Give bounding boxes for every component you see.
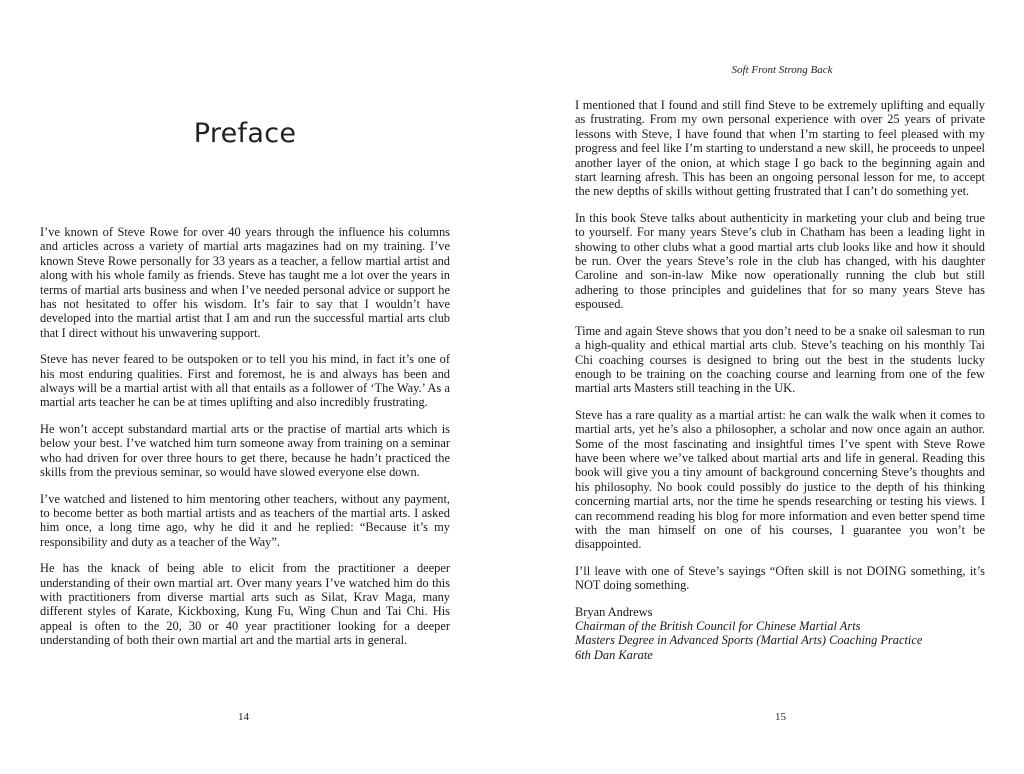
page-number: 15 — [775, 711, 786, 723]
paragraph: He won’t accept substandard martial arts or the practise of martial arts which is below your best. I’ve watched him turn someone away from training on a seminar who had driven for over three hours to get there, because he hadn’t practiced the skills from the previous seminar, so would have slowed everyone else down. — [40, 421, 450, 480]
signature-block — [575, 605, 985, 663]
paragraph: Steve has never feared to be outspoken or to tell you his mind, in fact it’s one of his most enduring qualities. First and foremost, he is and always has been and always will be a martial artist with all that entails as a follower of ‘The Way.’ As a martial arts teacher he can be at times uplifting and also incredibly frustrating. — [40, 352, 450, 410]
paragraph: He has the knack of being able to elicit from the practitioner a deeper understanding of their own martial art. Over many years I’ve watched him do this with practitioners from diverse martial arts such as Silat, Krav Maga, many different styles of Karate, Kickboxing, Kung Fu, Wing Chun and Tai Chi. His appeal is often to the 20, 30 or 40 year practitioner looking for a deeper understanding of both their own martial art and the martial arts in general. — [40, 561, 450, 648]
signature-title: Masters Degree in Advanced Sports (Martial Arts) Coaching Practice — [575, 633, 923, 648]
paragraph: I’ve watched and listened to him mentoring other teachers, without any payment, to become better as both martial artists and as teachers of the martial arts. I asked him once, a long time ago, why he did it and he replied: “Because it’s my responsibility and duty as a teacher of the Way”. — [40, 491, 450, 549]
page-number: 14 — [238, 711, 249, 723]
paragraph: I’ve known of Steve Rowe for over 40 years through the influence his columns and articles across a variety of martial arts magazines had on my training. I’ve known Steve Rowe personally for 33 years as a teacher, a fellow martial artist and along with his whole family as friends. Steve has taught me a lot over the years in terms of martial arts business and when I’ve needed personal advice or support he has not hesitated to offer his wisdom. It’s fair to say that I wouldn’t have developed into the martial artist that I am and run the successful martial arts club that I direct without his unwavering support. — [40, 225, 450, 340]
page-title: Preface — [193, 118, 297, 150]
paragraph: In this book Steve talks about authenticity in marketing your club and being true to yourself. For many years Steve’s club in Chatham has been a leading light in showing to other clubs what a good martial arts club looks like and how it should be run. Over the years Steve’s role in the club has changed, with his daughter Caroline and son-in-law Mike now operationally running the club but still adhering to those principles and guidelines that for so many years Steve has espoused. — [575, 210, 985, 312]
paragraph: Time and again Steve shows that you don’t need to be a snake oil salesman to run a high-quality and ethical martial arts club. Steve’s teaching on his monthly Tai Chi coaching courses is designed to bring out the best in the students lucky enough to be training on the coaching course and learning from one of the few martial arts Masters still teaching in the UK. — [575, 323, 985, 396]
right-page — [512, 0, 1024, 774]
paragraph: I’ll leave with one of Steve’s sayings “Often skill is not DOING something, it’s NOT doing something. — [575, 563, 985, 593]
running-header: Soft Front Strong Back — [731, 64, 833, 76]
signature-title: Chairman of the British Council for Chinese Martial Arts — [575, 619, 861, 633]
right-body-text — [575, 98, 985, 662]
paragraph: Steve has a rare quality as a martial artist: he can walk the walk when it comes to martial arts, yet he’s also a philosopher, a scholar and now once again an author. Some of the most fascinating and insightful times I’ve spent with Steve Rowe have been where we’ve talked about martial arts and life in general. Reading this book will give you a tiny amount of background concerning Steve’s thoughts and his philosophy. No book could possibly do justice to the depth of his thinking concerning martial arts, nor the time he spends researching or testing his views. I can recommend reading his blog for more information and even better spend time with the man himself on one of his courses, I guarantee you won’t be disappointed. — [575, 407, 985, 552]
signature-name: Bryan Andrews — [575, 604, 653, 619]
paragraph: I mentioned that I found and still find Steve to be extremely uplifting and equally as frustrating. From my own personal experience with over 25 years of private lessons with Steve, I have found that when I’m starting to feel pleased with my progress and feel like I’m starting to understand a new skill, he proceeds to unpeel another layer of the onion, at which stage I go back to the beginning again and start learning afresh. This has been an ongoing personal lesson for me, to accept the new depths of skills without getting frustrated that I can’t do something yet. — [575, 98, 985, 199]
signature-title: 6th Dan Karate — [575, 647, 653, 662]
left-body-text — [40, 225, 450, 660]
